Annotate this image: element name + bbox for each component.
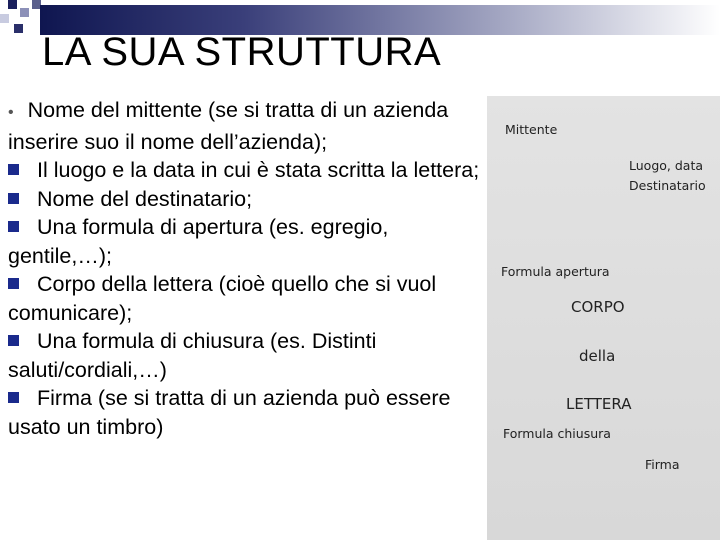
label-della: della — [579, 347, 616, 365]
label-lettera: LETTERA — [566, 395, 632, 413]
square-bullet-icon — [8, 221, 19, 232]
list-item — [8, 213, 483, 270]
square-bullet-icon — [8, 335, 19, 346]
list-item — [8, 185, 483, 214]
list-item-text: Firma (se si tratta di un azienda può essere usato un timbro) — [8, 386, 451, 439]
list-item-text: Una formula di chiusura (es. Distinti saluti/cordiali,…) — [8, 329, 377, 382]
list-item — [8, 327, 483, 384]
label-firma: Firma — [645, 457, 680, 472]
label-destinatario: Destinatario — [629, 178, 706, 193]
label-formula-chiusura: Formula chiusura — [503, 426, 611, 441]
bullet-dot-icon: • — [8, 104, 14, 121]
list-item-text: Il luogo e la data in cui è stata scritta la lettera; — [37, 158, 480, 182]
page-title: LA SUA STRUTTURA — [42, 30, 442, 74]
label-mittente: Mittente — [505, 122, 558, 137]
label-luogo-data: Luogo, data — [629, 158, 703, 173]
square-bullet-icon — [8, 278, 19, 289]
letter-diagram — [487, 96, 720, 540]
label-formula-apertura: Formula apertura — [501, 264, 610, 279]
list-item-text: Nome del mittente (se si tratta di un azienda inserire suo il nome dell’azienda); — [8, 98, 449, 154]
square-bullet-icon — [8, 193, 19, 204]
list-item — [8, 96, 483, 156]
list-item-text: Una formula di apertura (es. egregio, gentile,…); — [8, 215, 389, 268]
square-bullet-icon — [8, 164, 19, 175]
list-item-text: Nome del destinatario; — [37, 186, 253, 211]
bullet-list — [8, 96, 483, 441]
list-item — [8, 156, 483, 185]
list-item — [8, 270, 483, 327]
list-item-text: Corpo della lettera (cioè quello che si vuol comunicare); — [8, 272, 437, 325]
label-corpo: CORPO — [571, 298, 625, 316]
list-item — [8, 384, 483, 441]
square-bullet-icon — [8, 392, 19, 403]
